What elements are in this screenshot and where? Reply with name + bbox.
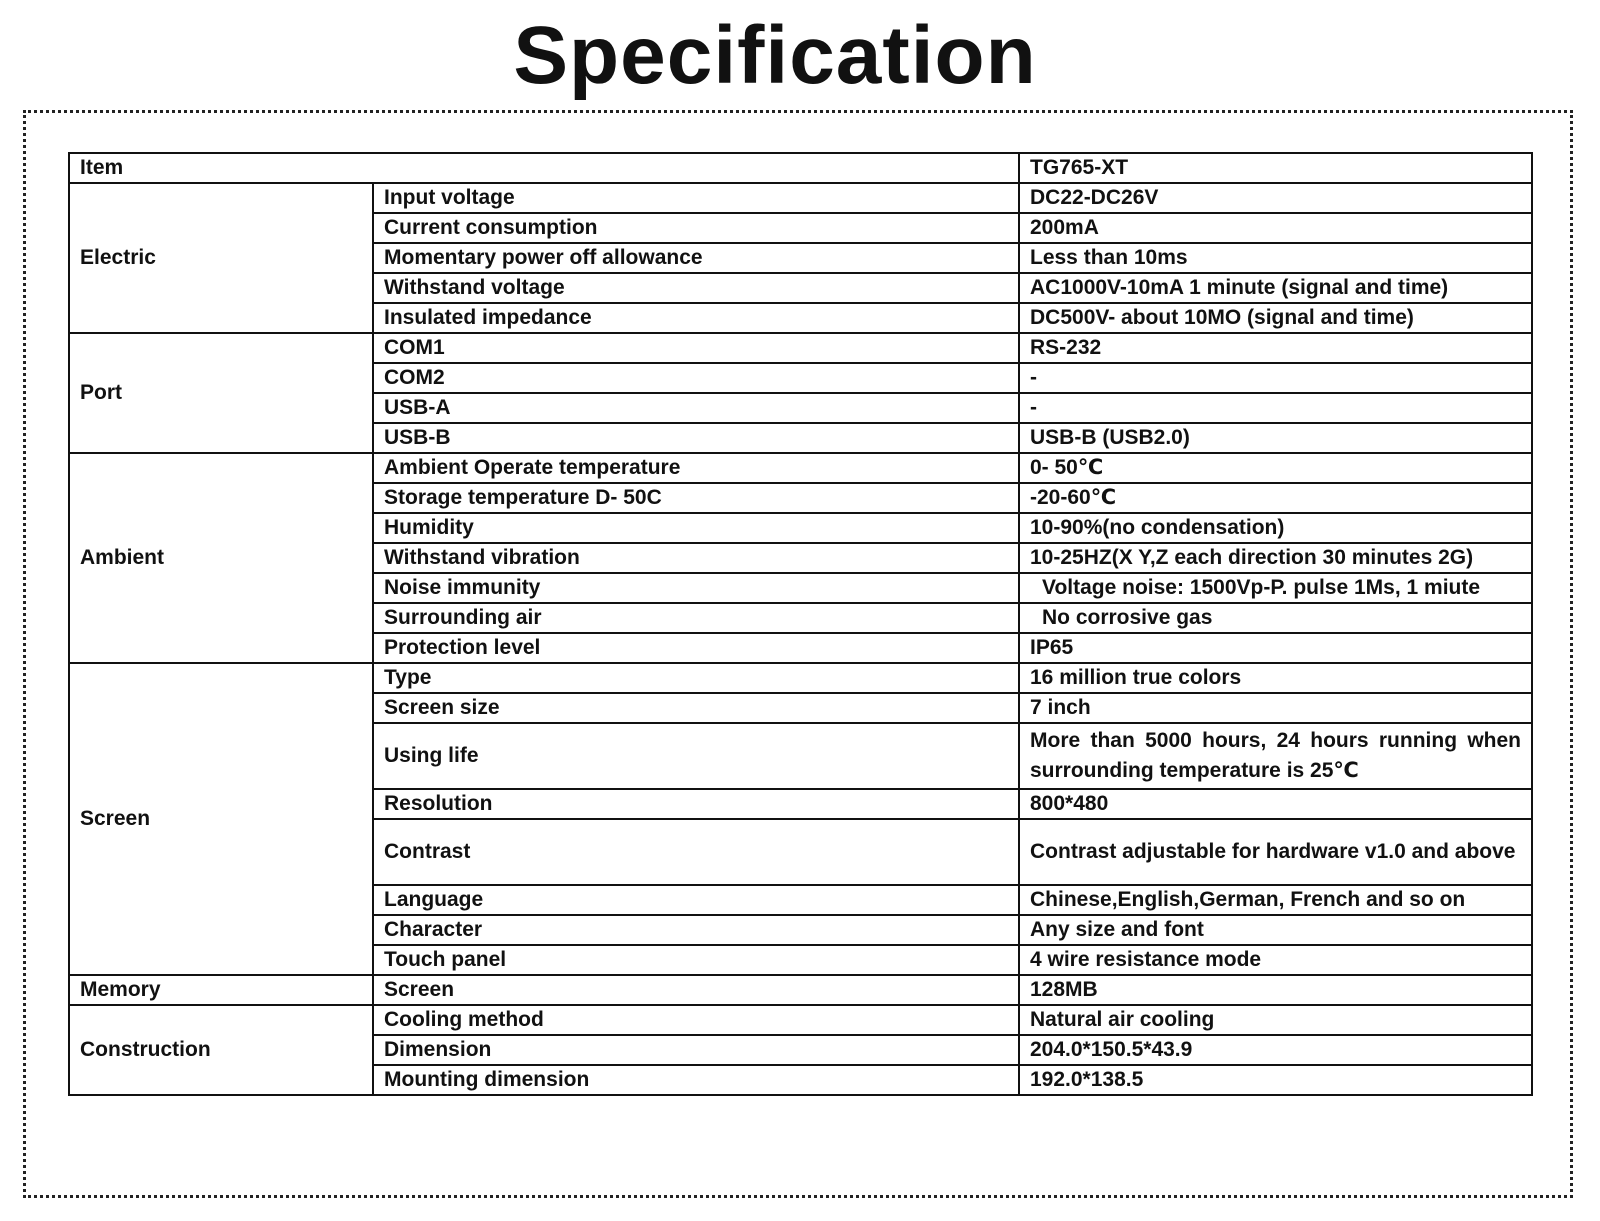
group-port: Port [69, 333, 373, 453]
spec-value: Contrast adjustable for hardware v1.0 and above [1019, 819, 1532, 885]
spec-label: Resolution [373, 789, 1019, 819]
spec-value: DC500V- about 10MO (signal and time) [1019, 303, 1532, 333]
spec-label: Language [373, 885, 1019, 915]
spec-value: RS-232 [1019, 333, 1532, 363]
table-row [69, 663, 1532, 693]
group-electric: Electric [69, 183, 373, 333]
spec-value: 10-25HZ(X Y,Z each direction 30 minutes 2G) [1019, 543, 1532, 573]
spec-value: - [1019, 393, 1532, 423]
spec-label: Contrast [373, 819, 1019, 885]
spec-label: Surrounding air [373, 603, 1019, 633]
spec-label: Cooling method [373, 1005, 1019, 1035]
spec-label: Momentary power off allowance [373, 243, 1019, 273]
spec-label: Screen [373, 975, 1019, 1005]
spec-label: Dimension [373, 1035, 1019, 1065]
spec-label: Insulated impedance [373, 303, 1019, 333]
spec-value: - [1019, 363, 1532, 393]
spec-label: Withstand vibration [373, 543, 1019, 573]
table-row [69, 183, 1532, 213]
spec-value: No corrosive gas [1019, 603, 1532, 633]
spec-label: Noise immunity [373, 573, 1019, 603]
spec-value: 128MB [1019, 975, 1532, 1005]
spec-label: Using life [373, 723, 1019, 789]
spec-label: Mounting dimension [373, 1065, 1019, 1095]
spec-value: IP65 [1019, 633, 1532, 663]
group-ambient: Ambient [69, 453, 373, 663]
spec-label: USB-A [373, 393, 1019, 423]
table-row [69, 975, 1532, 1005]
spec-value: 800*480 [1019, 789, 1532, 819]
spec-value: 204.0*150.5*43.9 [1019, 1035, 1532, 1065]
spec-value: 16 million true colors [1019, 663, 1532, 693]
spec-label: COM1 [373, 333, 1019, 363]
table-row [69, 453, 1532, 483]
spec-value: Any size and font [1019, 915, 1532, 945]
spec-value: 200mA [1019, 213, 1532, 243]
spec-label: Current consumption [373, 213, 1019, 243]
spec-value: -20-60℃ [1019, 483, 1532, 513]
table-row [69, 333, 1532, 363]
spec-value: Natural air cooling [1019, 1005, 1532, 1035]
spec-value: Chinese,English,German, French and so on [1019, 885, 1532, 915]
spec-value: 7 inch [1019, 693, 1532, 723]
spec-label: Character [373, 915, 1019, 945]
spec-table [68, 152, 1533, 1096]
spec-label: Touch panel [373, 945, 1019, 975]
spec-label: USB-B [373, 423, 1019, 453]
spec-label: COM2 [373, 363, 1019, 393]
spec-value: 192.0*138.5 [1019, 1065, 1532, 1095]
spec-value: USB-B (USB2.0) [1019, 423, 1532, 453]
spec-value: AC1000V-10mA 1 minute (signal and time) [1019, 273, 1532, 303]
spec-label: Type [373, 663, 1019, 693]
spec-value: 4 wire resistance mode [1019, 945, 1532, 975]
group-memory: Memory [69, 975, 373, 1005]
spec-label: Humidity [373, 513, 1019, 543]
spec-label: Screen size [373, 693, 1019, 723]
spec-value: 0- 50℃ [1019, 453, 1532, 483]
spec-label: Ambient Operate temperature [373, 453, 1019, 483]
spec-value: 10-90%(no condensation) [1019, 513, 1532, 543]
table-header-row [69, 153, 1532, 183]
group-construction: Construction [69, 1005, 373, 1095]
spec-label: Input voltage [373, 183, 1019, 213]
spec-value: Less than 10ms [1019, 243, 1532, 273]
header-item-label: Item [69, 153, 1019, 183]
group-screen: Screen [69, 663, 373, 975]
spec-label: Withstand voltage [373, 273, 1019, 303]
table-row [69, 1005, 1532, 1035]
page-title: Specification [513, 10, 1037, 101]
spec-label: Protection level [373, 633, 1019, 663]
spec-value: More than 5000 hours, 24 hours running when surrounding temperature is 25℃ [1019, 723, 1532, 789]
spec-value: Voltage noise: 1500Vp-P. pulse 1Ms, 1 miute [1019, 573, 1532, 603]
header-model: TG765-XT [1019, 153, 1532, 183]
spec-label: Storage temperature D- 50C [373, 483, 1019, 513]
spec-value: DC22-DC26V [1019, 183, 1532, 213]
